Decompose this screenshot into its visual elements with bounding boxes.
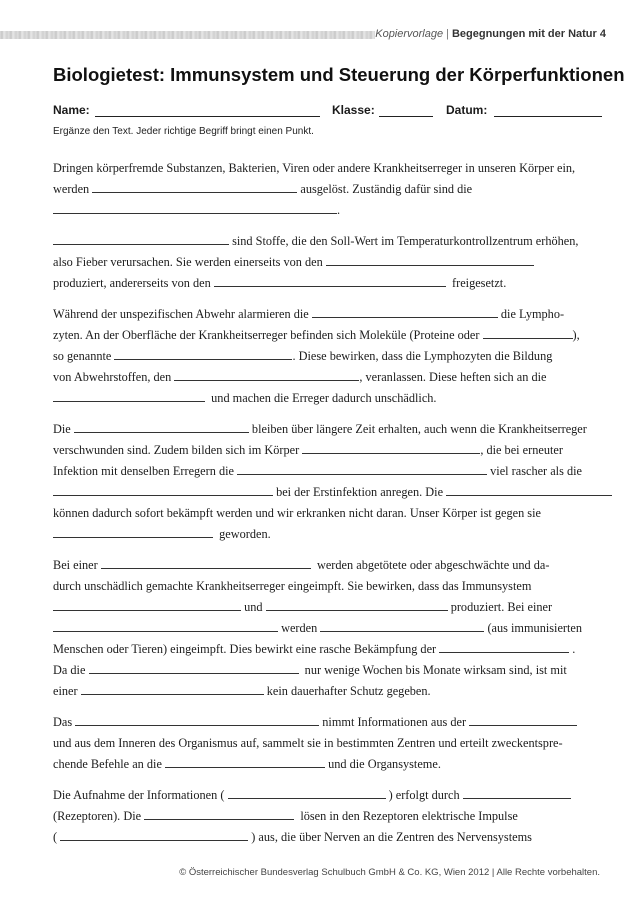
copyright-footer: © Österreichischer Bundesverlag Schulbuch GmbH & Co. KG, Wien 2012 | Alle Rechte vorbehalten. bbox=[179, 867, 600, 878]
datum-field[interactable] bbox=[494, 116, 602, 117]
decorative-stripe bbox=[0, 31, 375, 39]
text-line: ( ) aus, die über Nerven an die Zentren des Nervensystems bbox=[53, 830, 532, 844]
text-line: zyten. An der Oberfläche der Krankheitserreger befinden sich Moleküle (Proteine oder ), bbox=[53, 328, 580, 342]
blank-field[interactable] bbox=[174, 370, 359, 381]
text-line: können dadurch sofort bekämpft werden und wir erkranken nicht daran. Unser Körper ist gegen sie bbox=[53, 506, 541, 520]
blank-field[interactable] bbox=[74, 422, 249, 433]
blank-field[interactable] bbox=[312, 307, 498, 318]
blank-field[interactable] bbox=[469, 715, 577, 726]
book-title: Begegnungen mit der Natur 4 bbox=[451, 28, 606, 40]
text-line: produziert, andererseits von den freigesetzt. bbox=[53, 276, 507, 290]
text-line: von Abwehrstoffen, den , veranlassen. Diese heften sich an die bbox=[53, 370, 547, 384]
blank-field[interactable] bbox=[53, 203, 337, 214]
text-line: . bbox=[53, 203, 340, 218]
running-header bbox=[375, 28, 606, 40]
blank-field[interactable] bbox=[320, 621, 484, 632]
blank-field[interactable] bbox=[144, 809, 294, 820]
blank-field[interactable] bbox=[60, 830, 248, 841]
blank-field[interactable] bbox=[53, 621, 278, 632]
text-line: und produziert. Bei einer bbox=[53, 600, 552, 615]
blank-field[interactable] bbox=[463, 788, 571, 799]
blank-field[interactable] bbox=[53, 600, 241, 611]
blank-field[interactable] bbox=[165, 757, 325, 768]
blank-field[interactable] bbox=[81, 684, 264, 695]
klasse-label: Klasse: bbox=[332, 103, 375, 117]
text-line: also Fieber verursachen. Sie werden einerseits von den bbox=[53, 255, 534, 270]
instruction: Ergänze den Text. Jeder richtige Begriff bringt einen Punkt. bbox=[53, 126, 314, 137]
text-line: einer kein dauerhafter Schutz gegeben. bbox=[53, 684, 431, 698]
text-line: werden ausgelöst. Zuständig dafür sind die bbox=[53, 182, 473, 196]
text-line: Da die nur wenige Wochen bis Monate wirksam sind, ist mit bbox=[53, 663, 567, 677]
text-line: sind Stoffe, die den Soll-Wert im Temperaturkontrollzentrum erhöhen, bbox=[53, 234, 578, 249]
blank-field[interactable] bbox=[446, 485, 612, 496]
text-line: Menschen oder Tieren) eingeimpft. Dies bewirkt eine rasche Bekämpfung der . bbox=[53, 642, 576, 656]
blank-field[interactable] bbox=[101, 558, 311, 569]
text-line: Die Aufnahme der Informationen ( ) erfolgt durch bbox=[53, 788, 571, 803]
text-line: und machen die Erreger dadurch unschädlich. bbox=[53, 391, 437, 406]
blank-field[interactable] bbox=[266, 600, 448, 611]
blank-field[interactable] bbox=[214, 276, 446, 287]
text-line: durch unschädlich gemachte Krankheitserreger eingeimpft. Sie bewirken, dass das Immunsystem bbox=[53, 579, 532, 593]
blank-field[interactable] bbox=[237, 464, 487, 475]
blank-field[interactable] bbox=[53, 391, 205, 402]
kopiervorlage-label: Kopiervorlage bbox=[375, 28, 444, 40]
blank-field[interactable] bbox=[53, 234, 229, 245]
blank-field[interactable] bbox=[53, 485, 273, 496]
text-line: Die bleiben über längere Zeit erhalten, auch wenn die Krankheitserreger bbox=[53, 422, 587, 436]
blank-field[interactable] bbox=[75, 715, 319, 726]
text-line: chende Befehle an die und die Organsysteme. bbox=[53, 757, 441, 771]
page-title: Biologietest: Immunsystem und Steuerung der Körperfunktionen bbox=[53, 64, 625, 85]
name-field[interactable] bbox=[95, 116, 320, 117]
blank-field[interactable] bbox=[114, 349, 292, 360]
text-line: Dringen körperfremde Substanzen, Bakterien, Viren oder andere Krankheitserreger in unseren Körper ein, bbox=[53, 161, 576, 175]
text-line: geworden. bbox=[53, 527, 271, 542]
text-line: (Rezeptoren). Die lösen in den Rezeptoren elektrische Impulse bbox=[53, 809, 518, 823]
klasse-field[interactable] bbox=[379, 116, 433, 117]
text-line: Bei einer werden abgetötete oder abgeschwächte und da- bbox=[53, 558, 550, 572]
blank-field[interactable] bbox=[302, 443, 480, 454]
student-info-row bbox=[53, 103, 603, 119]
blank-field[interactable] bbox=[89, 663, 299, 674]
text-line: verschwunden sind. Zudem bilden sich im Körper , die bei erneuter bbox=[53, 443, 563, 457]
text-line: Das nimmt Informationen aus der bbox=[53, 715, 577, 730]
blank-field[interactable] bbox=[439, 642, 569, 653]
datum-label: Datum: bbox=[446, 103, 488, 117]
header-separator: | bbox=[446, 28, 449, 40]
text-line: bei der Erstinfektion anregen. Die bbox=[53, 485, 612, 500]
blank-field[interactable] bbox=[228, 788, 386, 799]
text-line: Infektion mit denselben Erregern die viel rascher als die bbox=[53, 464, 582, 478]
blank-field[interactable] bbox=[53, 527, 213, 538]
name-label: Name: bbox=[53, 103, 90, 117]
header-bar bbox=[0, 28, 640, 42]
text-line: und aus dem Inneren des Organismus auf, sammelt sie in bestimmten Zentren und erteilt zweckentspre- bbox=[53, 736, 563, 750]
text-line: werden (aus immunisierten bbox=[53, 621, 582, 636]
blank-field[interactable] bbox=[326, 255, 534, 266]
text-line: Während der unspezifischen Abwehr alarmieren die die Lympho- bbox=[53, 307, 565, 321]
blank-field[interactable] bbox=[483, 328, 573, 339]
blank-field[interactable] bbox=[92, 182, 297, 193]
text-line: so genannte . Diese bewirken, dass die Lymphozyten die Bildung bbox=[53, 349, 553, 363]
